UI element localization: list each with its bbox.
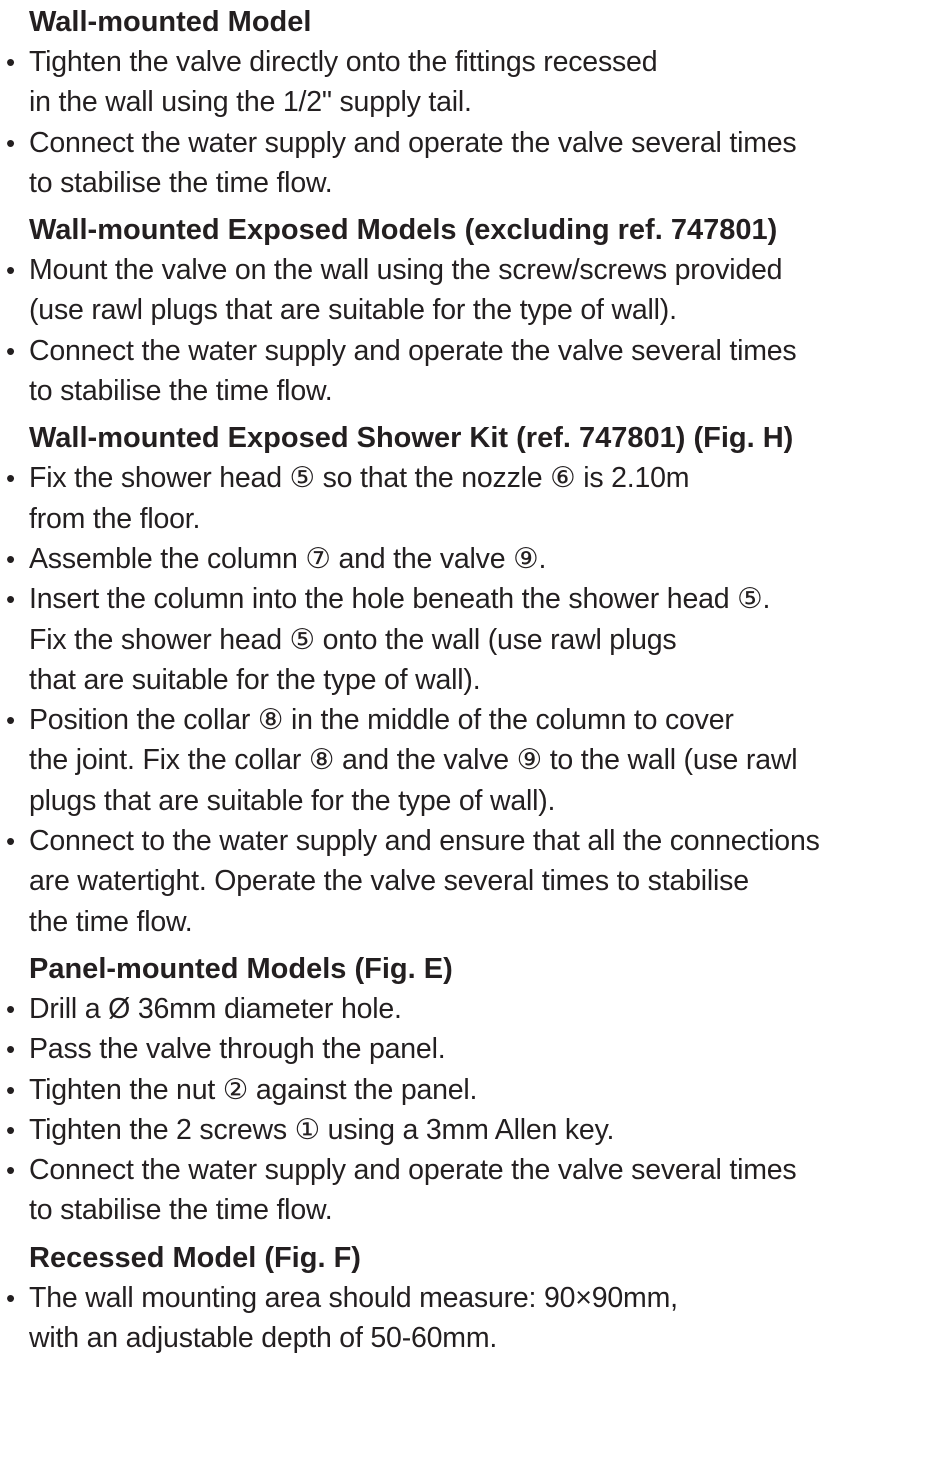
item-text-line: Connect to the water supply and ensure that all the connections <box>29 825 820 858</box>
section-heading: Recessed Model (Fig. F) <box>29 1241 361 1274</box>
item-text-line: with an adjustable depth of 50-60mm. <box>29 1322 498 1355</box>
instruction-list <box>0 989 950 1231</box>
section-heading: Panel-mounted Models (Fig. E) <box>29 952 453 985</box>
item-text-line: Insert the column into the hole beneath the shower head ⑤. <box>29 583 771 616</box>
item-text-line: Fix the shower head ⑤ so that the nozzle ⑥ is 2.10m <box>29 462 690 495</box>
item-text-line: Connect the water supply and operate the valve several times <box>29 1154 797 1187</box>
list-item <box>0 123 950 204</box>
instruction-section <box>0 949 950 1231</box>
instruction-section <box>0 2 950 203</box>
item-text-line: Pass the valve through the panel. <box>29 1033 446 1066</box>
item-text-line: plugs that are suitable for the type of wall). <box>29 784 556 817</box>
list-item <box>0 250 950 331</box>
bullet-icon: • <box>6 127 16 158</box>
bullet-icon: • <box>6 255 16 286</box>
bullet-icon: • <box>6 1034 16 1065</box>
bullet-icon: • <box>6 1114 16 1145</box>
bullet-icon: • <box>6 543 16 574</box>
bullet-icon: • <box>6 1155 16 1186</box>
bullet-icon: • <box>6 993 16 1024</box>
item-text-line: the joint. Fix the collar ⑧ and the valve ⑨ to the wall (use rawl <box>29 744 798 777</box>
list-item <box>0 700 950 821</box>
section-heading: Wall-mounted Model <box>29 6 312 38</box>
item-text-line: Connect the water supply and operate the valve several times <box>29 334 797 367</box>
item-text-line: Assemble the column ⑦ and the valve ⑨. <box>29 542 547 575</box>
bullet-icon: • <box>6 1282 16 1313</box>
instruction-section <box>0 210 950 411</box>
list-item <box>0 539 950 579</box>
item-text-line: Tighten the nut ② against the panel. <box>29 1073 478 1106</box>
list-item <box>0 458 950 539</box>
section-heading: Wall-mounted Exposed Shower Kit (ref. 747801) (Fig. H) <box>29 422 794 455</box>
item-text-line: the time flow. <box>29 905 193 938</box>
list-item <box>0 1070 950 1110</box>
list-item <box>0 989 950 1029</box>
item-text-line: The wall mounting area should measure: 90×90mm, <box>29 1281 678 1314</box>
instruction-section <box>0 418 950 942</box>
list-item <box>0 579 950 700</box>
item-text-line: are watertight. Operate the valve several times to stabilise <box>29 865 749 898</box>
item-text-line: to stabilise the time flow. <box>29 166 333 199</box>
item-text-line: in the wall using the 1/2" supply tail. <box>29 86 472 119</box>
item-text-line: Tighten the valve directly onto the fittings recessed <box>29 46 658 78</box>
item-text-line: Position the collar ⑧ in the middle of the column to cover <box>29 704 734 737</box>
list-item <box>0 1029 950 1069</box>
item-text-line: from the floor. <box>29 502 201 535</box>
bullet-icon: • <box>6 826 16 857</box>
list-item <box>0 821 950 942</box>
bullet-icon: • <box>6 584 16 615</box>
bullet-icon: • <box>6 335 16 366</box>
bullet-icon: • <box>6 47 16 77</box>
instructions-document <box>0 2 950 1358</box>
list-item <box>0 331 950 412</box>
instruction-list <box>0 458 950 942</box>
item-text-line: Fix the shower head ⑤ onto the wall (use rawl plugs <box>29 623 677 656</box>
bullet-icon: • <box>6 463 16 494</box>
list-item <box>0 1150 950 1231</box>
section-heading: Wall-mounted Exposed Models (excluding ref. 747801) <box>29 214 778 247</box>
item-text-line: to stabilise the time flow. <box>29 1194 333 1227</box>
item-text-line: that are suitable for the type of wall). <box>29 663 481 696</box>
bullet-icon: • <box>6 1074 16 1105</box>
bullet-icon: • <box>6 705 16 736</box>
instruction-list <box>0 250 950 411</box>
instruction-list <box>0 1278 950 1359</box>
list-item <box>0 1278 950 1359</box>
list-item <box>0 42 950 123</box>
instruction-list <box>0 42 950 203</box>
list-item <box>0 1110 950 1150</box>
item-text-line: Mount the valve on the wall using the screw/screws provided <box>29 254 783 287</box>
instruction-section <box>0 1238 950 1359</box>
item-text-line: (use rawl plugs that are suitable for the type of wall). <box>29 294 677 327</box>
item-text-line: to stabilise the time flow. <box>29 375 333 408</box>
item-text-line: Tighten the 2 screws ① using a 3mm Allen key. <box>29 1113 615 1146</box>
item-text-line: Connect the water supply and operate the valve several times <box>29 126 797 159</box>
item-text-line: Drill a Ø 36mm diameter hole. <box>29 992 402 1025</box>
